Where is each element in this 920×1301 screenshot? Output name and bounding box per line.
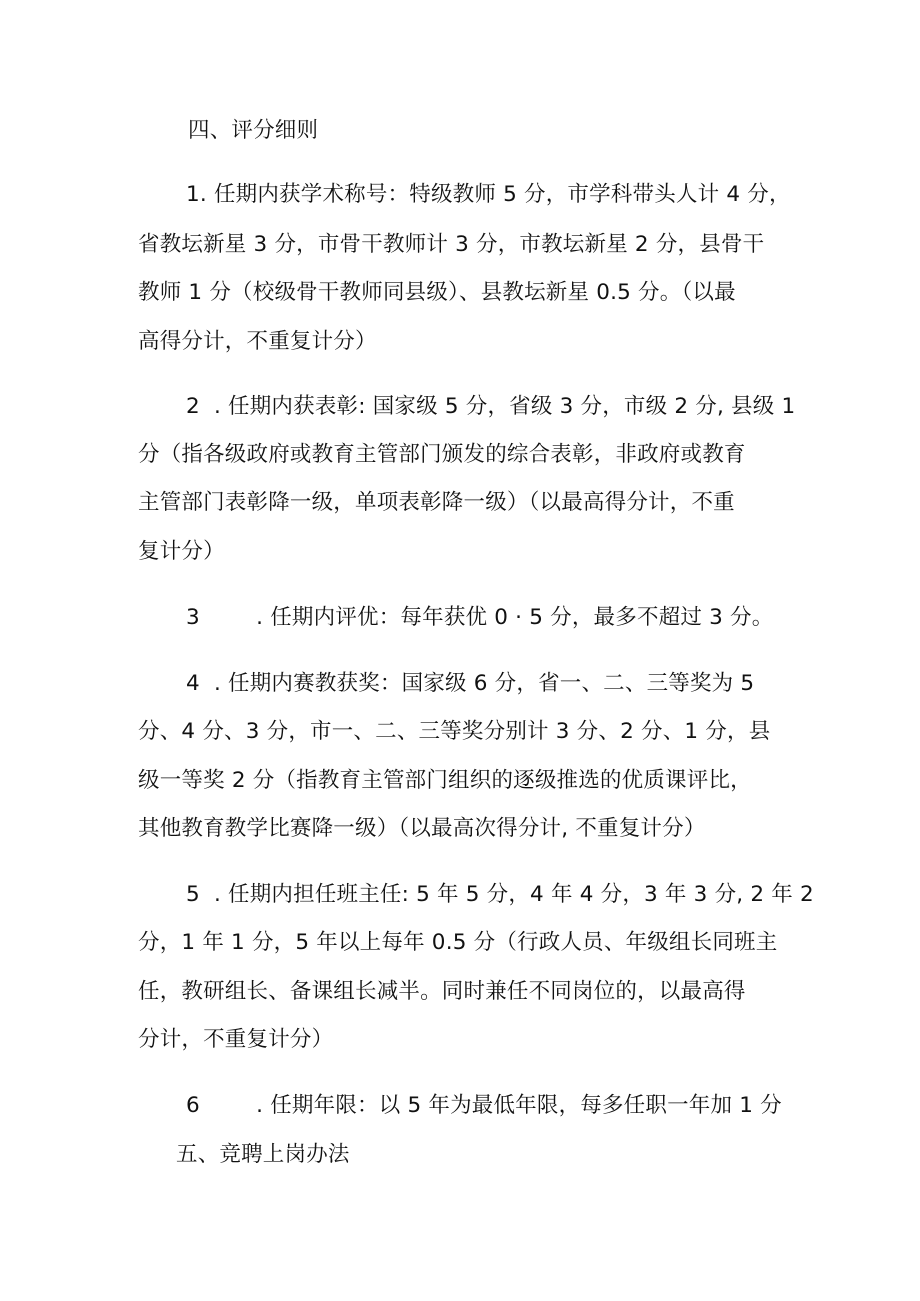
item-4-line-3: 级一等奖 2 分（指教育主管部门组织的逐级推选的优质课评比， (138, 768, 752, 793)
item-5-line-3: 任，教研组长、备课组长减半。同时兼任不同岗位的，以最高得 (138, 979, 746, 1004)
item-5-line-4: 分计，不重复计分） (138, 1027, 334, 1052)
item-5-line-1: 5 . 任期内担任班主任: 5 年 5 分，4 年 4 分，3 年 3 分, 2 年 2 (186, 882, 814, 907)
item-4-line-2: 分、4 分、3 分，市一、二、三等奖分别计 3 分、2 分、1 分，县 (138, 719, 771, 744)
item-1-line-3: 教师 1 分（校级骨干教师同县级）、县教坛新星 0.5 分。（以最 (138, 280, 736, 305)
section-heading-5: 五、竞聘上岗办法 (176, 1142, 350, 1167)
item-2-line-2: 分（指各级政府或教育主管部门颁发的综合表彰，非政府或教育 (138, 442, 746, 467)
item-1-line-2: 省教坛新星 3 分，市骨干教师计 3 分，市教坛新星 2 分，县骨干 (138, 232, 765, 257)
item-6-line-1: 6 . 任期年限：以 5 年为最低年限，每多任职一年加 1 分 (186, 1093, 782, 1118)
item-4-line-1: 4 . 任期内赛教获奖：国家级 6 分，省一、二、三等奖为 5 (186, 671, 755, 696)
section-heading-4: 四、评分细则 (188, 118, 319, 143)
item-1-line-1: 1. 任期内获学术称号：特级教师 5 分，市学科带头人计 4 分， (186, 182, 791, 207)
item-5-line-2: 分，1 年 1 分，5 年以上每年 0.5 分（行政人员、年级组长同班主 (138, 930, 778, 955)
item-1-line-4: 高得分计，不重复计分） (138, 329, 377, 354)
item-3-line-1: 3 . 任期内评优：每年获优 0 · 5 分，最多不超过 3 分。 (186, 605, 774, 630)
item-2-line-3: 主管部门表彰降一级，单项表彰降一级）（以最高得分计，不重 (138, 490, 735, 515)
item-4-line-4: 其他教育教学比赛降一级）（以最高次得分计, 不重复计分） (138, 816, 706, 841)
item-2-line-1: 2 . 任期内获表彰: 国家级 5 分，省级 3 分，市级 2 分, 县级 1 (186, 394, 796, 419)
item-2-line-4: 复计分） (138, 539, 225, 564)
